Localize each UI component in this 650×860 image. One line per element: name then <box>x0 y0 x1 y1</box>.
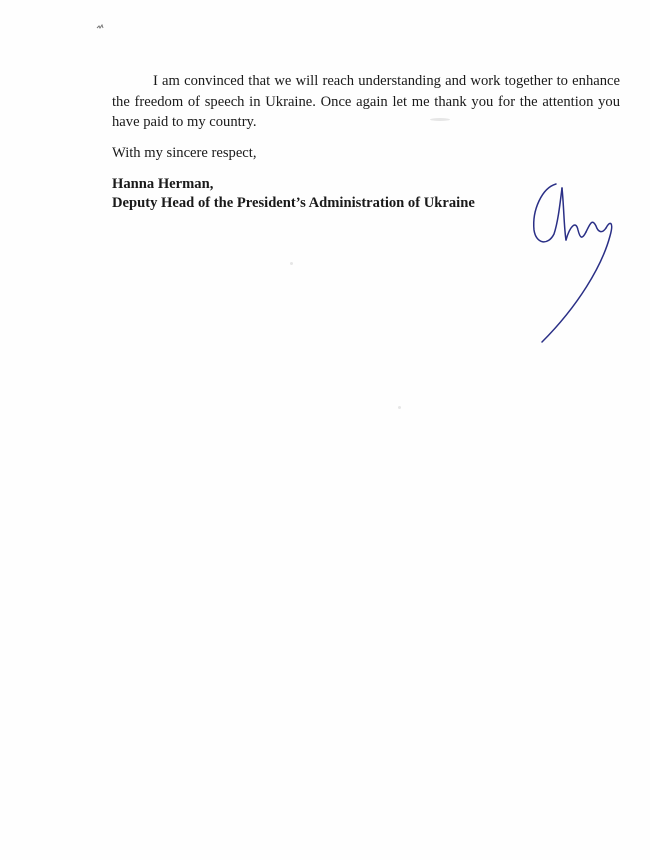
signatory-name: Hanna Herman, <box>112 176 214 192</box>
scan-artifact-mark <box>96 24 104 30</box>
signatory-title: Deputy Head of the President’s Administration of Ukraine <box>112 195 475 211</box>
letter-body-paragraph: I am convinced that we will reach understanding and work together to enhance the freedom of speech in Ukraine. Once again let me thank you for the attention you have paid to my country. <box>112 73 620 130</box>
scan-speck <box>398 406 401 409</box>
scan-speck <box>290 262 293 265</box>
letter-closing: With my sincere respect, <box>112 145 257 161</box>
handwritten-signature-icon <box>528 174 618 346</box>
scan-speck <box>430 118 450 121</box>
